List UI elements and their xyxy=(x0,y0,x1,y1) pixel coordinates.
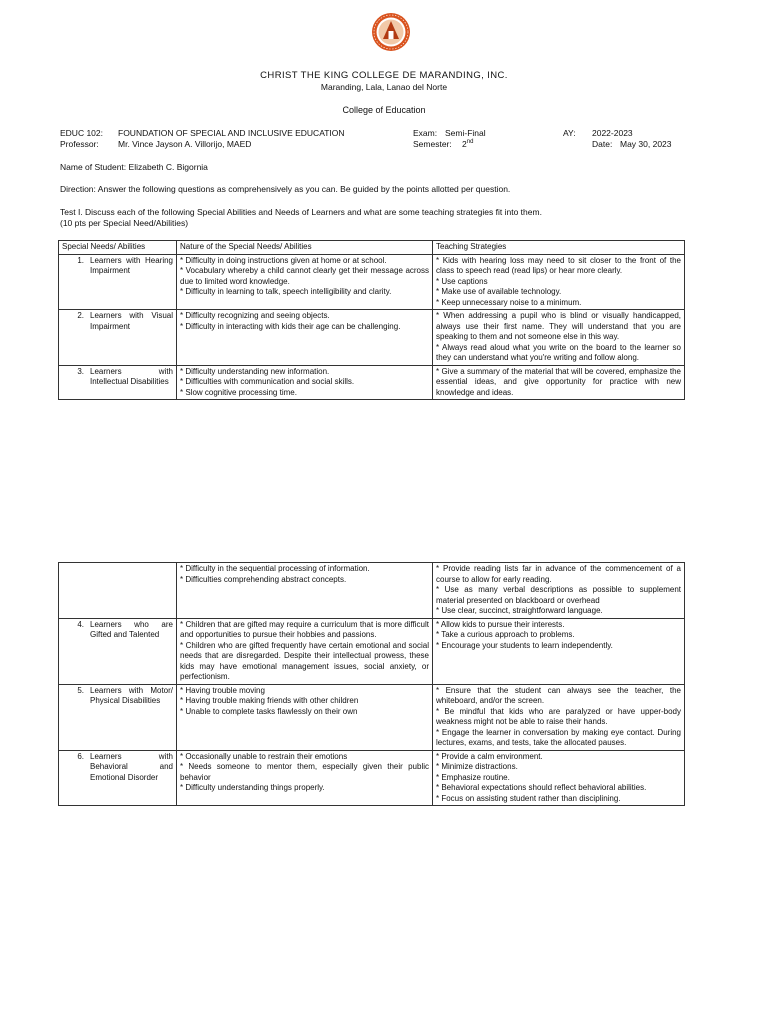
nature-item: * Difficulties with communication and social skills. xyxy=(180,377,355,386)
nature-item: * Difficulty in the sequential processing of information. xyxy=(180,564,370,573)
ay-label: AY: xyxy=(563,128,576,138)
table-row xyxy=(59,365,685,400)
table-row xyxy=(59,618,685,684)
school-name: CHRIST THE KING COLLEGE DE MARANDING, INC. xyxy=(260,70,508,81)
strategies-list xyxy=(436,564,681,617)
nature-cell xyxy=(177,684,433,750)
nature-item: * Having trouble making friends with other children xyxy=(180,696,359,705)
special-need-cell xyxy=(59,684,177,750)
strategies-cell xyxy=(433,618,685,684)
college-seal-icon xyxy=(371,12,411,52)
strategy-item: * Provide a calm environment. xyxy=(436,751,543,761)
student-line xyxy=(60,162,208,173)
special-need-label: Learners with Hearing Impairment xyxy=(90,255,173,275)
school-address: Maranding, Lala, Lanao del Norte xyxy=(320,82,448,92)
strategy-item: * Use captions xyxy=(436,276,488,286)
date-label: Date: xyxy=(592,139,613,149)
strategy-item: * Provide reading lists far in advance of the commencement of a course to allow for early reading. xyxy=(436,564,681,584)
table-row xyxy=(59,750,685,806)
course-title: FOUNDATION OF SPECIAL AND INCLUSIVE EDUCATION xyxy=(118,128,345,138)
special-need-cell xyxy=(59,750,177,806)
strategies-list xyxy=(436,256,681,309)
special-need xyxy=(62,311,173,332)
strategy-item: * Emphasize routine. xyxy=(436,772,510,782)
special-need-cell xyxy=(59,563,177,619)
special-need-cell xyxy=(59,254,177,310)
exam-value: Semi-Final xyxy=(445,128,486,138)
student-name: Elizabeth C. Bigornia xyxy=(128,162,208,172)
nature-item: * Slow cognitive processing time. xyxy=(180,387,297,397)
row-number: 1. xyxy=(77,255,84,265)
table-header-row xyxy=(59,241,685,255)
nature-list xyxy=(180,311,429,332)
strategies-cell xyxy=(433,310,685,366)
nature-cell xyxy=(177,750,433,806)
special-need xyxy=(62,367,173,388)
special-need-label: Learners with Behavioral and Emotional Disorder xyxy=(90,751,173,782)
strategies-cell xyxy=(433,563,685,619)
nature-list xyxy=(180,752,429,794)
nature-item: * Difficulties comprehending abstract concepts. xyxy=(180,574,347,584)
special-need-cell xyxy=(59,365,177,400)
nature-item: * Vocabulary whereby a child cannot clearly get their message across due to limited word knowledge. xyxy=(180,266,429,286)
strategies-table-part1 xyxy=(58,240,685,400)
special-need xyxy=(62,620,173,641)
nature-item: * Occasionally unable to restrain their emotions xyxy=(180,751,348,761)
strategy-item: * Ensure that the student can always see the teacher, the whiteboard, and/or the screen. xyxy=(436,685,681,705)
strategies-cell xyxy=(433,365,685,400)
nature-item: * Difficulty understanding new information. xyxy=(180,366,330,376)
strategy-item: * Give a summary of the material that will be covered, emphasize the essential ideas, and give opportunity for practice with new knowledge and ideas. xyxy=(436,366,681,397)
college-name: College of Education xyxy=(342,105,426,115)
special-need xyxy=(62,686,173,707)
semester-label: Semester: xyxy=(413,139,452,149)
nature-item: * Children that are gifted may require a curriculum that is more difficult and opportunities to pursue their hobbies and passions. xyxy=(180,619,429,639)
strategies-table-part2 xyxy=(58,562,685,806)
row-number: 5. xyxy=(77,685,84,695)
ay-value: 2022-2023 xyxy=(592,128,633,138)
strategy-item: * Use as many verbal descriptions as possible to supplement material presented on blackboard or overhead xyxy=(436,585,681,605)
nature-item: * Needs someone to mentor them, especially given their public behavior xyxy=(180,762,429,782)
table-row xyxy=(59,684,685,750)
special-need-cell xyxy=(59,310,177,366)
professor-label: Professor: xyxy=(60,139,99,149)
special-need-label: Learners with Motor/ Physical Disabilities xyxy=(90,685,173,705)
nature-item: * Difficulty in interacting with kids their age can be challenging. xyxy=(180,321,401,331)
date-value: May 30, 2023 xyxy=(620,139,672,149)
strategy-item: * Engage the learner in conversation by making eye contact. During lectures, exams, and tests, take the allocated pauses. xyxy=(436,727,681,747)
nature-list xyxy=(180,256,429,298)
strategies-cell xyxy=(433,684,685,750)
nature-cell xyxy=(177,365,433,400)
strategy-item: * Allow kids to pursue their interests. xyxy=(436,619,565,629)
nature-item: * Children who are gifted frequently have certain emotional and social needs that are disregarded. Despite their intellectual prowess, these kids may have emotional management issues, social anxiety, or perfectionism. xyxy=(180,640,429,681)
header-nature: Nature of the Special Needs/ Abilities xyxy=(177,241,433,255)
nature-cell xyxy=(177,618,433,684)
nature-item: * Difficulty in learning to talk, speech intelligibility and clarity. xyxy=(180,287,392,296)
strategies-list xyxy=(436,752,681,805)
strategy-item: * Keep unnecessary noise to a minimum. xyxy=(436,297,582,307)
nature-list xyxy=(180,367,429,399)
strategy-item: * Kids with hearing loss may need to sit closer to the front of the class to speech read (read lips) or hear more clearly. xyxy=(436,255,681,275)
strategy-item: * Encourage your students to learn independently. xyxy=(436,640,613,650)
semester-value: 2nd xyxy=(462,139,474,149)
table-row xyxy=(59,310,685,366)
strategies-cell xyxy=(433,750,685,806)
strategy-item: * Minimize distractions. xyxy=(436,762,518,771)
strategy-item: * When addressing a pupil who is blind or visually handicapped, always use their first name. They will understand that you are speaking to them and not someone else in this way. xyxy=(436,311,681,341)
special-need-label: Learners with Intellectual Disabilities xyxy=(90,366,173,386)
course-label: EDUC 102: xyxy=(60,128,103,138)
strategy-item: * Always read aloud what you write on the board to the learner so they can understand what you're writing and follow along. xyxy=(436,342,681,362)
semester-superscript: nd xyxy=(466,139,474,146)
row-number: 2. xyxy=(77,311,84,320)
nature-item: * Having trouble moving xyxy=(180,685,265,695)
special-need-label: Learners who are Gifted and Talented xyxy=(90,619,173,639)
exam-label: Exam: xyxy=(413,128,438,138)
strategy-item: * Be mindful that kids who are paralyzed or have upper-body weakness might not be able to raise their hands. xyxy=(436,706,681,726)
strategies-cell xyxy=(433,254,685,310)
table-row xyxy=(59,563,685,619)
strategy-item: * Use clear, succinct, straightforward language. xyxy=(436,606,603,615)
test-points: (10 pts per Special Need/Abilities) xyxy=(60,218,189,228)
header-special-needs: Special Needs/ Abilities xyxy=(59,241,177,255)
special-need-label: Learners with Visual Impairment xyxy=(90,311,173,331)
nature-list xyxy=(180,564,429,585)
row-number: 3. xyxy=(77,366,84,376)
nature-item: * Unable to complete tasks flawlessly on their own xyxy=(180,706,358,716)
nature-list xyxy=(180,620,429,683)
nature-list xyxy=(180,686,429,718)
row-number: 4. xyxy=(77,619,84,629)
direction-text: Direction: Answer the following questions as comprehensively as you can. Be guided by the points allotted per question. xyxy=(60,184,511,194)
nature-cell xyxy=(177,254,433,310)
student-label: Name of Student: xyxy=(60,162,127,172)
professor-value: Mr. Vince Jayson A. Villorijo, MAED xyxy=(118,139,252,149)
special-need-cell xyxy=(59,618,177,684)
strategies-list xyxy=(436,620,681,652)
strategy-item: * Make use of available technology. xyxy=(436,287,562,296)
nature-item: * Difficulty understanding things properly. xyxy=(180,783,325,792)
test-instruction: Test I. Discuss each of the following Special Abilities and Needs of Learners and what are some teaching strategies fit into them. xyxy=(60,207,542,217)
special-need xyxy=(62,256,173,277)
nature-item: * Difficulty recognizing and seeing objects. xyxy=(180,311,330,320)
strategy-item: * Take a curious approach to problems. xyxy=(436,630,575,639)
header-strategies: Teaching Strategies xyxy=(433,241,685,255)
strategies-list xyxy=(436,367,681,399)
row-number: 6. xyxy=(77,751,84,761)
strategy-item: * Behavioral expectations should reflect behavioral abilities. xyxy=(436,783,647,792)
nature-cell xyxy=(177,310,433,366)
nature-cell xyxy=(177,563,433,619)
nature-item: * Difficulty in doing instructions given at home or at school. xyxy=(180,255,387,265)
strategies-list xyxy=(436,311,681,364)
table-row xyxy=(59,254,685,310)
strategy-item: * Focus on assisting student rather than disciplining. xyxy=(436,793,621,803)
special-need xyxy=(62,752,173,784)
strategies-list xyxy=(436,686,681,749)
